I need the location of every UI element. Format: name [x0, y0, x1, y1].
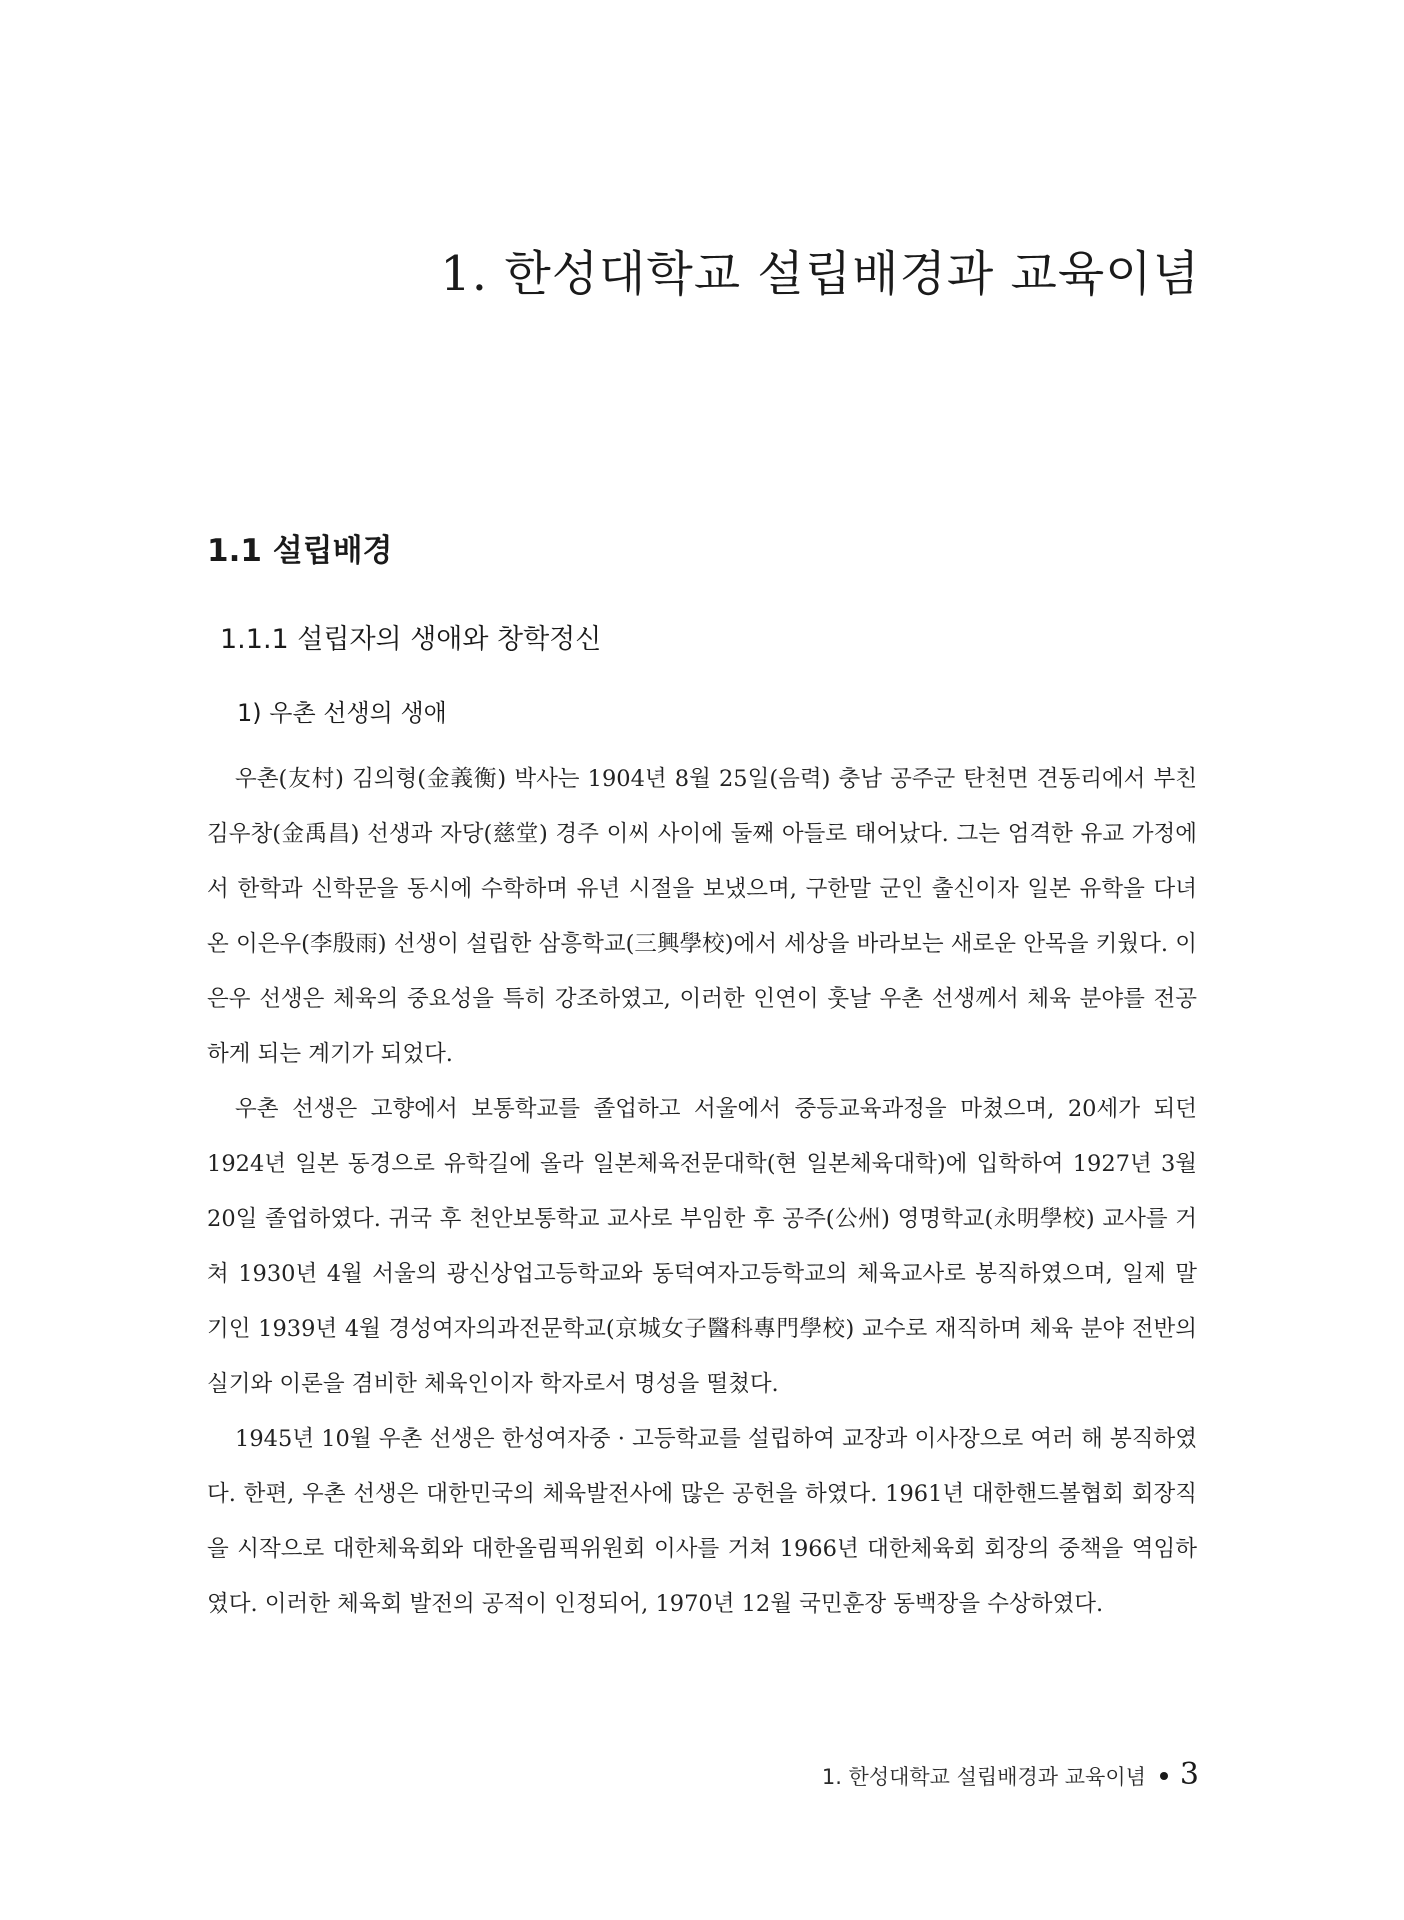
chapter-title: 1. 한성대학교 설립배경과 교육이념: [440, 246, 1200, 302]
subsubsection-heading: 1) 우촌 선생의 생애: [237, 699, 447, 727]
bullet-separator-icon: [1160, 1772, 1168, 1780]
paragraph-1: 우촌(友村) 김의형(金義衡) 박사는 1904년 8월 25일(음력) 충남 공주군 탄천면 견동리에서 부친 김우창(金禹昌) 선생과 자당(慈堂) 경주 이씨 사이에 둘째 아들로 태어났다. 그는 엄격한 유교 가정에서 한학과 신학문을 동시에 수학하며 유년 시절을 보냈으며, 구한말 군인 출신이자 일본 유학을 다녀온 이은우(李殷雨) 선생이 설립한 삼흥학교(三興學校)에서 세상을 바라보는 새로운 안목을 키웠다. 이은우 선생은 체육의 중요성을 특히 강조하였고, 이러한 인연이 훗날 우촌 선생께서 체육 분야를 전공하게 되는 계기가 되었다.: [207, 766, 1197, 1067]
page-footer: [822, 1757, 1199, 1792]
paragraph-2: 우촌 선생은 고향에서 보통학교를 졸업하고 서울에서 중등교육과정을 마쳤으며, 20세가 되던 1924년 일본 동경으로 유학길에 올라 일본체육전문대학(현 일본체육대학)에 입학하여 1927년 3월 20일 졸업하였다. 귀국 후 천안보통학교 교사로 부임한 후 공주(公州) 영명학교(永明學校) 교사를 거쳐 1930년 4월 서울의 광신상업고등학교와 동덕여자고등학교의 체육교사로 봉직하였으며, 일제 말기인 1939년 4월 경성여자의과전문학교(京城女子醫科專門學校) 교수로 재직하며 체육 분야 전반의 실기와 이론을 겸비한 체육인이자 학자로서 명성을 떨쳤다.: [207, 1096, 1197, 1397]
paragraph-3: 1945년 10월 우촌 선생은 한성여자중 · 고등학교를 설립하여 교장과 이사장으로 여러 해 봉직하였다. 한편, 우촌 선생은 대한민국의 체육발전사에 많은 공헌을 하였다. 1961년 대한핸드볼협회 회장직을 시작으로 대한체육회와 대한올림픽위원회 이사를 거쳐 1966년 대한체육회 회장의 중책을 역임하였다. 이러한 체육회 발전의 공적이 인정되어, 1970년 12월 국민훈장 동백장을 수상하였다.: [207, 1426, 1197, 1617]
page-number: 3: [1179, 1757, 1199, 1792]
body-text: [207, 752, 1197, 1632]
running-footer-title: 1. 한성대학교 설립배경과 교육이념: [821, 1765, 1146, 1789]
section-heading: 1.1 설립배경: [207, 533, 393, 569]
subsection-heading: 1.1.1 설립자의 생애와 창학정신: [220, 624, 602, 655]
